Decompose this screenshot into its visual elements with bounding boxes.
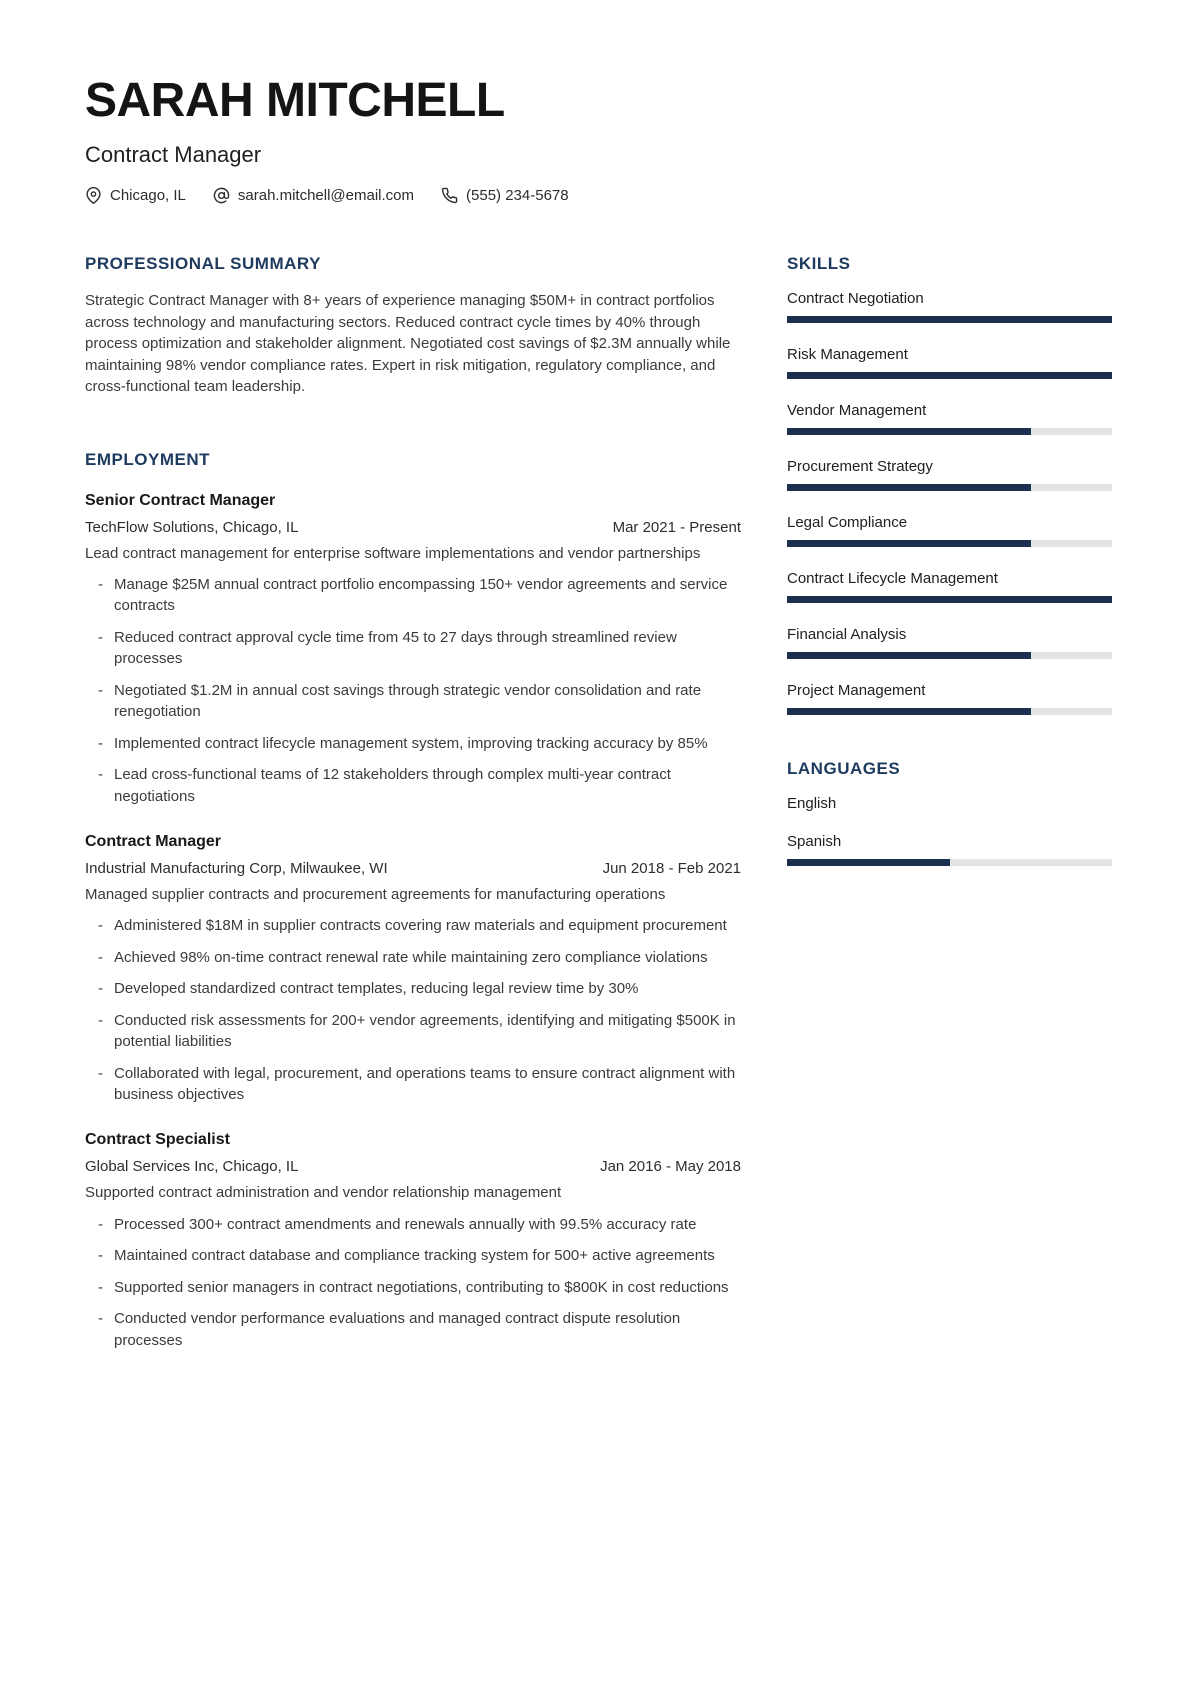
section-skills	[787, 254, 1112, 715]
skill-bar-fill	[787, 708, 1031, 715]
contact-email	[213, 187, 414, 204]
skill-bar-fill	[787, 316, 1112, 323]
skill-bar-track	[787, 428, 1112, 435]
job-title: Contract Manager	[85, 832, 222, 850]
skill-bar-track	[787, 372, 1112, 379]
job-meta	[85, 519, 741, 536]
skill-label: Legal Compliance	[787, 514, 908, 532]
job-description: Lead contract management for enterprise software implementations and vendor partnerships	[85, 544, 701, 562]
bullet-item: - Conducted risk assessments for 200+ vendor agreements, identifying and mitigating $500K in potential liabilities	[85, 1010, 741, 1053]
skill-label: Risk Management	[787, 346, 908, 364]
skill-label: Project Management	[787, 682, 926, 700]
skill-item	[787, 514, 1112, 547]
skill-bar-track	[787, 708, 1112, 715]
job-dates: Mar 2021 - Present	[612, 518, 741, 536]
bullet-item: - Lead cross-functional teams of 12 stakeholders through complex multi-year contract negotiations	[85, 764, 741, 807]
bullet-item: - Processed 300+ contract amendments and renewals annually with 99.5% accuracy rate	[85, 1214, 741, 1235]
main-column	[85, 254, 741, 1361]
section-professional-summary	[85, 254, 741, 397]
language-bar-track	[787, 859, 1112, 866]
bullet-item: - Reduced contract approval cycle time from 45 to 27 days through streamlined review processes	[85, 627, 741, 670]
skill-bar-fill	[787, 540, 1031, 547]
skill-bar-fill	[787, 484, 1031, 491]
location-pin-icon	[85, 187, 102, 204]
skill-label: Contract Lifecycle Management	[787, 570, 998, 588]
skills-heading: SKILLS	[787, 254, 851, 274]
summary-heading: PROFESSIONAL SUMMARY	[85, 254, 321, 274]
skill-item	[787, 570, 1112, 603]
skill-bar-fill	[787, 652, 1031, 659]
job-meta	[85, 1158, 741, 1175]
bullet-item: - Negotiated $1.2M in annual cost savings through strategic vendor consolidation and rate renegotiation	[85, 680, 741, 723]
job-description: Managed supplier contracts and procurement agreements for manufacturing operations	[85, 885, 666, 903]
skill-label: Contract Negotiation	[787, 290, 924, 308]
sidebar	[787, 254, 1112, 1361]
section-languages	[787, 759, 1112, 866]
contact-email-text: sarah.mitchell@email.com	[237, 187, 415, 205]
bullet-item: - Implemented contract lifecycle management system, improving tracking accuracy by 85%	[85, 733, 741, 754]
language-item	[787, 833, 1112, 866]
job-dates: Jan 2016 - May 2018	[600, 1158, 741, 1176]
language-bar-fill	[787, 859, 950, 866]
at-sign-icon	[213, 187, 230, 204]
phone-icon	[441, 187, 458, 204]
contact-row	[85, 187, 1112, 204]
skill-item	[787, 626, 1112, 659]
contact-location-text: Chicago, IL	[110, 187, 186, 205]
bullet-item: - Conducted vendor performance evaluations and managed contract dispute resolution processes	[85, 1308, 741, 1351]
language-item	[787, 795, 1112, 812]
job-company: Industrial Manufacturing Corp, Milwaukee, WI	[85, 859, 388, 877]
job-bullet-list	[85, 1214, 741, 1351]
skill-label: Procurement Strategy	[787, 458, 933, 476]
skill-bar-fill	[787, 596, 1112, 603]
languages-heading: LANGUAGES	[787, 759, 901, 779]
job-meta	[85, 860, 741, 877]
bullet-item: - Administered $18M in supplier contracts covering raw materials and equipment procurement	[85, 915, 741, 936]
contact-phone-text: (555) 234-5678	[466, 187, 569, 205]
bullet-item: - Maintained contract database and compliance tracking system for 500+ active agreements	[85, 1245, 741, 1266]
contact-location	[85, 187, 186, 204]
bullet-item: - Supported senior managers in contract negotiations, contributing to $800K in cost reductions	[85, 1277, 741, 1298]
bullet-item: - Collaborated with legal, procurement, and operations teams to ensure contract alignment with business objectives	[85, 1063, 741, 1106]
skill-bar-track	[787, 316, 1112, 323]
skill-bar-track	[787, 652, 1112, 659]
skill-label: Financial Analysis	[787, 626, 907, 644]
job-entry	[85, 833, 741, 1106]
candidate-title: Contract Manager	[85, 142, 262, 168]
job-company: TechFlow Solutions, Chicago, IL	[85, 518, 299, 536]
job-bullet-list	[85, 574, 741, 807]
skill-item	[787, 290, 1112, 323]
section-employment	[85, 450, 741, 1352]
skill-item	[787, 458, 1112, 491]
bullet-item: - Manage $25M annual contract portfolio encompassing 150+ vendor agreements and service contracts	[85, 574, 741, 617]
skill-label: Vendor Management	[787, 402, 927, 420]
contact-phone	[441, 187, 569, 204]
skill-item	[787, 682, 1112, 715]
skill-item	[787, 346, 1112, 379]
job-description: Supported contract administration and vendor relationship management	[85, 1184, 562, 1202]
skill-bar-fill	[787, 372, 1112, 379]
bullet-item: - Achieved 98% on-time contract renewal rate while maintaining zero compliance violations	[85, 947, 741, 968]
skill-bar-track	[787, 484, 1112, 491]
bullet-item: - Developed standardized contract templates, reducing legal review time by 30%	[85, 978, 741, 999]
job-bullet-list	[85, 915, 741, 1105]
skill-bar-track	[787, 540, 1112, 547]
skill-bar-fill	[787, 428, 1031, 435]
content-columns	[85, 254, 1112, 1361]
employment-heading: EMPLOYMENT	[85, 449, 211, 469]
job-dates: Jun 2018 - Feb 2021	[602, 859, 741, 877]
skill-bar-track	[787, 596, 1112, 603]
candidate-name: SARAH MITCHELL	[85, 74, 505, 127]
summary-text: Strategic Contract Manager with 8+ years of experience managing $50M+ in contract portfolios across technology and manufacturing sectors. Reduced contract cycle times by 40% through process optimization and stakeholder alignment. Negotiated cost savings of $2.3M annually while maintaining 98% vendor compliance rates. Expert in risk mitigation, regulatory compliance, and cross-functional team leadership.	[85, 292, 731, 396]
job-entry	[85, 1131, 741, 1351]
language-label: English	[787, 795, 837, 813]
job-title: Contract Specialist	[85, 1131, 230, 1149]
job-company: Global Services Inc, Chicago, IL	[85, 1158, 299, 1176]
job-entry	[85, 492, 741, 807]
resume-header	[85, 76, 1112, 204]
job-title: Senior Contract Manager	[85, 491, 276, 509]
language-label: Spanish	[787, 833, 842, 851]
skill-item	[787, 402, 1112, 435]
